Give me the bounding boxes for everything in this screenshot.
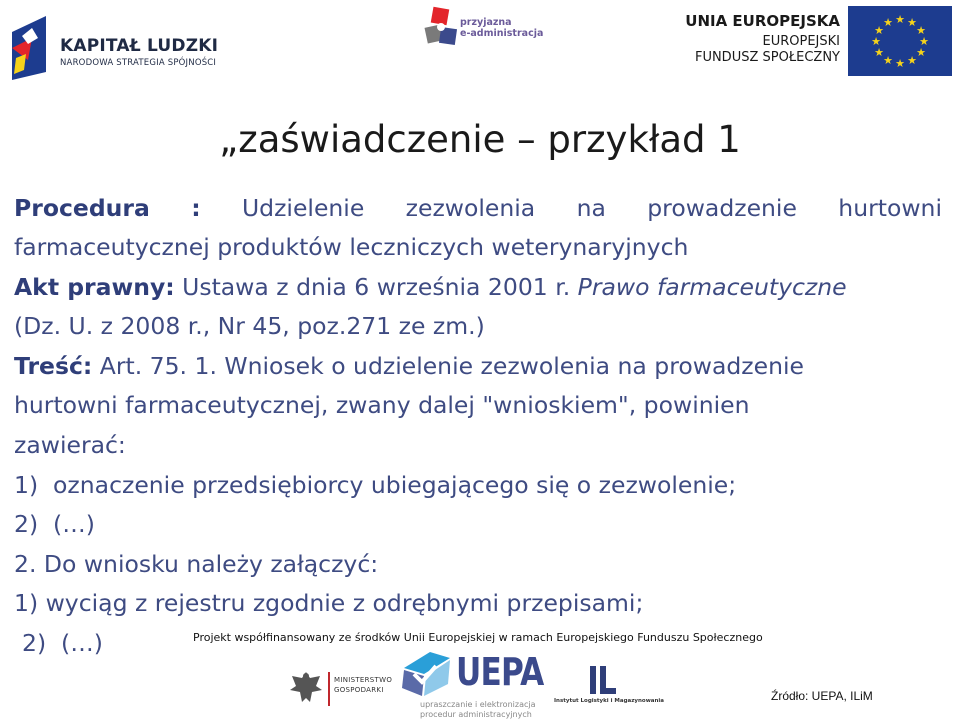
kapital-ludzki-title: KAPITAŁ LUDZKI xyxy=(60,36,219,56)
ministerstwo-line1: MINISTERSTWO xyxy=(334,676,393,684)
project-cofinancing-text: Projekt współfinansowany ze środków Unii Europejskiej w ramach Europejskiego Funduszu Społecznego xyxy=(193,631,763,644)
kapital-ludzki-emblem-icon xyxy=(8,14,50,82)
svg-text:★: ★ xyxy=(916,46,926,59)
kapital-ludzki-logo xyxy=(8,14,238,86)
list-item: 1) oznaczenie przedsiębiorcy ubiegającego się o zezwolenie; xyxy=(14,471,737,499)
eu-flag-icon xyxy=(848,6,952,76)
svg-text:★: ★ xyxy=(907,16,917,29)
tresc-line xyxy=(14,347,804,387)
procedura-label: Procedura xyxy=(14,194,150,222)
ue-line1: UNIA EUROPEJSKA xyxy=(685,12,840,30)
unia-europejska-label xyxy=(640,12,840,66)
ministerstwo-divider xyxy=(328,672,330,706)
svg-text:★: ★ xyxy=(919,35,929,48)
akt-label: Akt prawny: xyxy=(14,273,175,301)
eadmin-line1: przyjazna xyxy=(460,17,512,28)
procedura-word: na xyxy=(576,194,606,222)
tresc-text: Art. 75. 1. Wniosek o udzielenie zezwolenia na prowadzenie xyxy=(92,352,804,380)
tresc-line3: zawierać: xyxy=(14,431,126,459)
polish-eagle-icon xyxy=(288,668,324,708)
ilim-logo xyxy=(554,664,665,708)
list-item: 2) (…) xyxy=(14,510,95,538)
ue-line3: FUNDUSZ SPOŁECZNY xyxy=(694,50,840,65)
akt-line xyxy=(14,268,847,308)
procedura-word: zezwolenia xyxy=(405,194,536,222)
przyjazna-e-administracja-logo xyxy=(424,6,564,56)
uepa-emblem-icon xyxy=(400,648,454,698)
list-item: 1) wyciąg z rejestru zgodnie z odrębnymi przepisami; xyxy=(14,589,644,617)
procedura-word: Udzielenie xyxy=(241,194,365,222)
svg-text:★: ★ xyxy=(874,46,884,59)
procedura-line xyxy=(14,189,942,229)
ilim-text: Instytut Logistyki i Magazynowania xyxy=(554,698,665,704)
ue-line2: EUROPEJSKI xyxy=(762,34,840,49)
ministerstwo-line2: GOSPODARKI xyxy=(334,686,384,694)
point2-line: 2. Do wniosku należy załączyć: xyxy=(14,550,379,578)
svg-text:★: ★ xyxy=(907,54,917,67)
kapital-ludzki-subtitle: NARODOWA STRATEGIA SPÓJNOŚCI xyxy=(60,58,217,68)
ministerstwo-gospodarki-logo xyxy=(288,666,398,712)
eadmin-line2: e-administracja xyxy=(460,28,544,39)
puzzle-icon xyxy=(424,6,458,50)
akt-line2: (Dz. U. z 2008 r., Nr 45, poz.271 ze zm.) xyxy=(14,312,485,340)
svg-text:★: ★ xyxy=(883,54,893,67)
svg-text:★: ★ xyxy=(871,35,881,48)
svg-text:★: ★ xyxy=(895,13,905,26)
svg-text:★: ★ xyxy=(883,16,893,29)
svg-text:★: ★ xyxy=(874,24,884,37)
svg-text:★: ★ xyxy=(895,57,905,70)
procedura-word: prowadzenie xyxy=(647,194,797,222)
source-text: Źródło: UEPA, ILiM xyxy=(771,689,873,703)
akt-italic: Prawo farmaceutyczne xyxy=(577,273,847,301)
list-item: 2) (…) xyxy=(22,629,103,657)
ilim-emblem-icon xyxy=(588,664,618,696)
uepa-title: UEPA xyxy=(456,650,544,694)
uepa-logo xyxy=(398,648,544,722)
procedura-colon: : xyxy=(191,194,201,222)
uepa-sub1: upraszczanie i elektronizacja xyxy=(420,700,536,709)
svg-text:★: ★ xyxy=(916,24,926,37)
tresc-line2: hurtowni farmaceutycznej, zwany dalej "wnioskiem", powinien xyxy=(14,391,750,419)
akt-text: Ustawa z dnia 6 września 2001 r. xyxy=(174,273,578,301)
page-title: „zaświadczenie – przykład 1 xyxy=(219,118,741,161)
uepa-sub2: procedur administracyjnych xyxy=(420,710,532,719)
tresc-label: Treść: xyxy=(14,352,93,380)
procedura-line2: farmaceutycznej produktów leczniczych weterynaryjnych xyxy=(14,233,689,261)
procedura-word: hurtowni xyxy=(838,194,942,222)
